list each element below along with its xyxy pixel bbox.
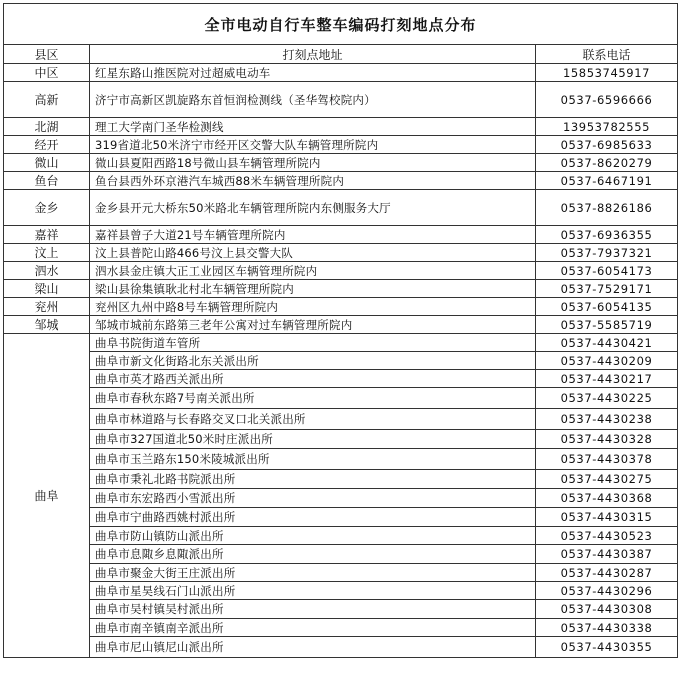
- address-cell: 曲阜市东宏路西小雪派出所: [90, 489, 536, 508]
- phone-cell: 0537-7937321: [536, 244, 678, 262]
- table-row: [4, 226, 678, 244]
- phone-cell: 0537-4430523: [536, 527, 678, 545]
- address-cell: 兖州区九州中路8号车辆管理所院内: [90, 298, 536, 316]
- county-cell: 中区: [4, 64, 90, 82]
- address-cell: 红星东路山推医院对过超威电动车: [90, 64, 536, 82]
- table-row: [4, 118, 678, 136]
- address-cell: 梁山县徐集镇耿北村北车辆管理所院内: [90, 280, 536, 298]
- table-row: [4, 298, 678, 316]
- phone-cell: 0537-4430421: [536, 334, 678, 352]
- header-phone: 联系电话: [536, 45, 678, 64]
- table-row: [4, 190, 678, 226]
- address-cell: 济宁市高新区凯旋路东首恒润检测线（圣华驾校院内）: [90, 82, 536, 118]
- header-address: 打刻点地址: [90, 45, 536, 64]
- county-cell: 梁山: [4, 280, 90, 298]
- phone-cell: 0537-8826186: [536, 190, 678, 226]
- phone-cell: 0537-5585719: [536, 316, 678, 334]
- county-cell: 金乡: [4, 190, 90, 226]
- header-county: 县区: [4, 45, 90, 64]
- county-cell: 经开: [4, 136, 90, 154]
- phone-cell: 0537-6936355: [536, 226, 678, 244]
- county-cell: 曲阜: [4, 334, 90, 658]
- address-cell: 曲阜市玉兰路东150米陵城派出所: [90, 449, 536, 470]
- phone-cell: 0537-4430338: [536, 619, 678, 637]
- table-row: [4, 564, 678, 582]
- address-cell: 邹城市城前东路第三老年公寓对过车辆管理所院内: [90, 316, 536, 334]
- address-cell: 曲阜市林道路与长春路交叉口北关派出所: [90, 409, 536, 430]
- county-cell: 邹城: [4, 316, 90, 334]
- county-cell: 嘉祥: [4, 226, 90, 244]
- table-row: [4, 489, 678, 508]
- table-row: [4, 370, 678, 388]
- table-row: [4, 409, 678, 430]
- table-row: [4, 637, 678, 658]
- table-row: [4, 334, 678, 352]
- phone-cell: 0537-6596666: [536, 82, 678, 118]
- table-row: [4, 316, 678, 334]
- table-title: 全市电动自行车整车编码打刻地点分布: [4, 4, 678, 45]
- table-row: [4, 352, 678, 370]
- address-cell: 曲阜市秉礼北路书院派出所: [90, 470, 536, 489]
- table-row: [4, 619, 678, 637]
- table-row: [4, 388, 678, 409]
- county-cell: 高新: [4, 82, 90, 118]
- address-cell: 曲阜市南辛镇南辛派出所: [90, 619, 536, 637]
- address-cell: 曲阜市吴村镇吴村派出所: [90, 600, 536, 619]
- phone-cell: 0537-4430296: [536, 582, 678, 600]
- phone-cell: 0537-7529171: [536, 280, 678, 298]
- address-cell: 鱼台县西外环京港汽车城西88米车辆管理所院内: [90, 172, 536, 190]
- phone-cell: 0537-6467191: [536, 172, 678, 190]
- table-row: [4, 172, 678, 190]
- table-row: [4, 154, 678, 172]
- header-row: [4, 45, 678, 64]
- address-cell: 曲阜市息陬乡息陬派出所: [90, 545, 536, 564]
- phone-cell: 0537-4430378: [536, 449, 678, 470]
- address-cell: 曲阜市星昊线石门山派出所: [90, 582, 536, 600]
- address-cell: 曲阜市防山镇防山派出所: [90, 527, 536, 545]
- address-cell: 理工大学南门圣华检测线: [90, 118, 536, 136]
- address-cell: 319省道北50米济宁市经开区交警大队车辆管理所院内: [90, 136, 536, 154]
- phone-cell: 0537-4430275: [536, 470, 678, 489]
- address-cell: 微山县夏阳西路18号微山县车辆管理所院内: [90, 154, 536, 172]
- phone-cell: 0537-4430387: [536, 545, 678, 564]
- table-row: [4, 136, 678, 154]
- phone-cell: 0537-4430287: [536, 564, 678, 582]
- table-row: [4, 280, 678, 298]
- table-row: [4, 262, 678, 280]
- phone-cell: 0537-6985633: [536, 136, 678, 154]
- address-cell: 曲阜市尼山镇尼山派出所: [90, 637, 536, 658]
- table-row: [4, 600, 678, 619]
- phone-cell: 0537-4430238: [536, 409, 678, 430]
- phone-cell: 13953782555: [536, 118, 678, 136]
- phone-cell: 0537-4430217: [536, 370, 678, 388]
- phone-cell: 0537-4430368: [536, 489, 678, 508]
- table-row: [4, 545, 678, 564]
- address-cell: 曲阜市聚金大街王庄派出所: [90, 564, 536, 582]
- phone-cell: 0537-4430308: [536, 600, 678, 619]
- table-row: [4, 470, 678, 489]
- table-row: [4, 527, 678, 545]
- county-cell: 北湖: [4, 118, 90, 136]
- address-cell: 曲阜市宁曲路西姚村派出所: [90, 508, 536, 527]
- table-row: [4, 244, 678, 262]
- county-cell: 鱼台: [4, 172, 90, 190]
- table-row: [4, 449, 678, 470]
- table-row: [4, 582, 678, 600]
- phone-cell: 0537-6054173: [536, 262, 678, 280]
- location-table: [3, 3, 678, 658]
- county-cell: 泗水: [4, 262, 90, 280]
- phone-cell: 0537-4430225: [536, 388, 678, 409]
- phone-cell: 15853745917: [536, 64, 678, 82]
- phone-cell: 0537-8620279: [536, 154, 678, 172]
- address-cell: 嘉祥县曾子大道21号车辆管理所院内: [90, 226, 536, 244]
- address-cell: 曲阜市327国道北50米时庄派出所: [90, 430, 536, 449]
- phone-cell: 0537-4430315: [536, 508, 678, 527]
- county-cell: 兖州: [4, 298, 90, 316]
- address-cell: 曲阜市春秋东路7号南关派出所: [90, 388, 536, 409]
- address-cell: 金乡县开元大桥东50米路北车辆管理所院内东侧服务大厅: [90, 190, 536, 226]
- phone-cell: 0537-4430355: [536, 637, 678, 658]
- address-cell: 泗水县金庄镇大正工业园区车辆管理所院内: [90, 262, 536, 280]
- address-cell: 汶上县普陀山路466号汶上县交警大队: [90, 244, 536, 262]
- county-cell: 微山: [4, 154, 90, 172]
- address-cell: 曲阜市英才路西关派出所: [90, 370, 536, 388]
- phone-cell: 0537-6054135: [536, 298, 678, 316]
- table-row: [4, 64, 678, 82]
- phone-cell: 0537-4430328: [536, 430, 678, 449]
- table-row: [4, 508, 678, 527]
- table-row: [4, 430, 678, 449]
- table-row: [4, 82, 678, 118]
- address-cell: 曲阜市新文化街路北东关派出所: [90, 352, 536, 370]
- county-cell: 汶上: [4, 244, 90, 262]
- address-cell: 曲阜书院街道车管所: [90, 334, 536, 352]
- phone-cell: 0537-4430209: [536, 352, 678, 370]
